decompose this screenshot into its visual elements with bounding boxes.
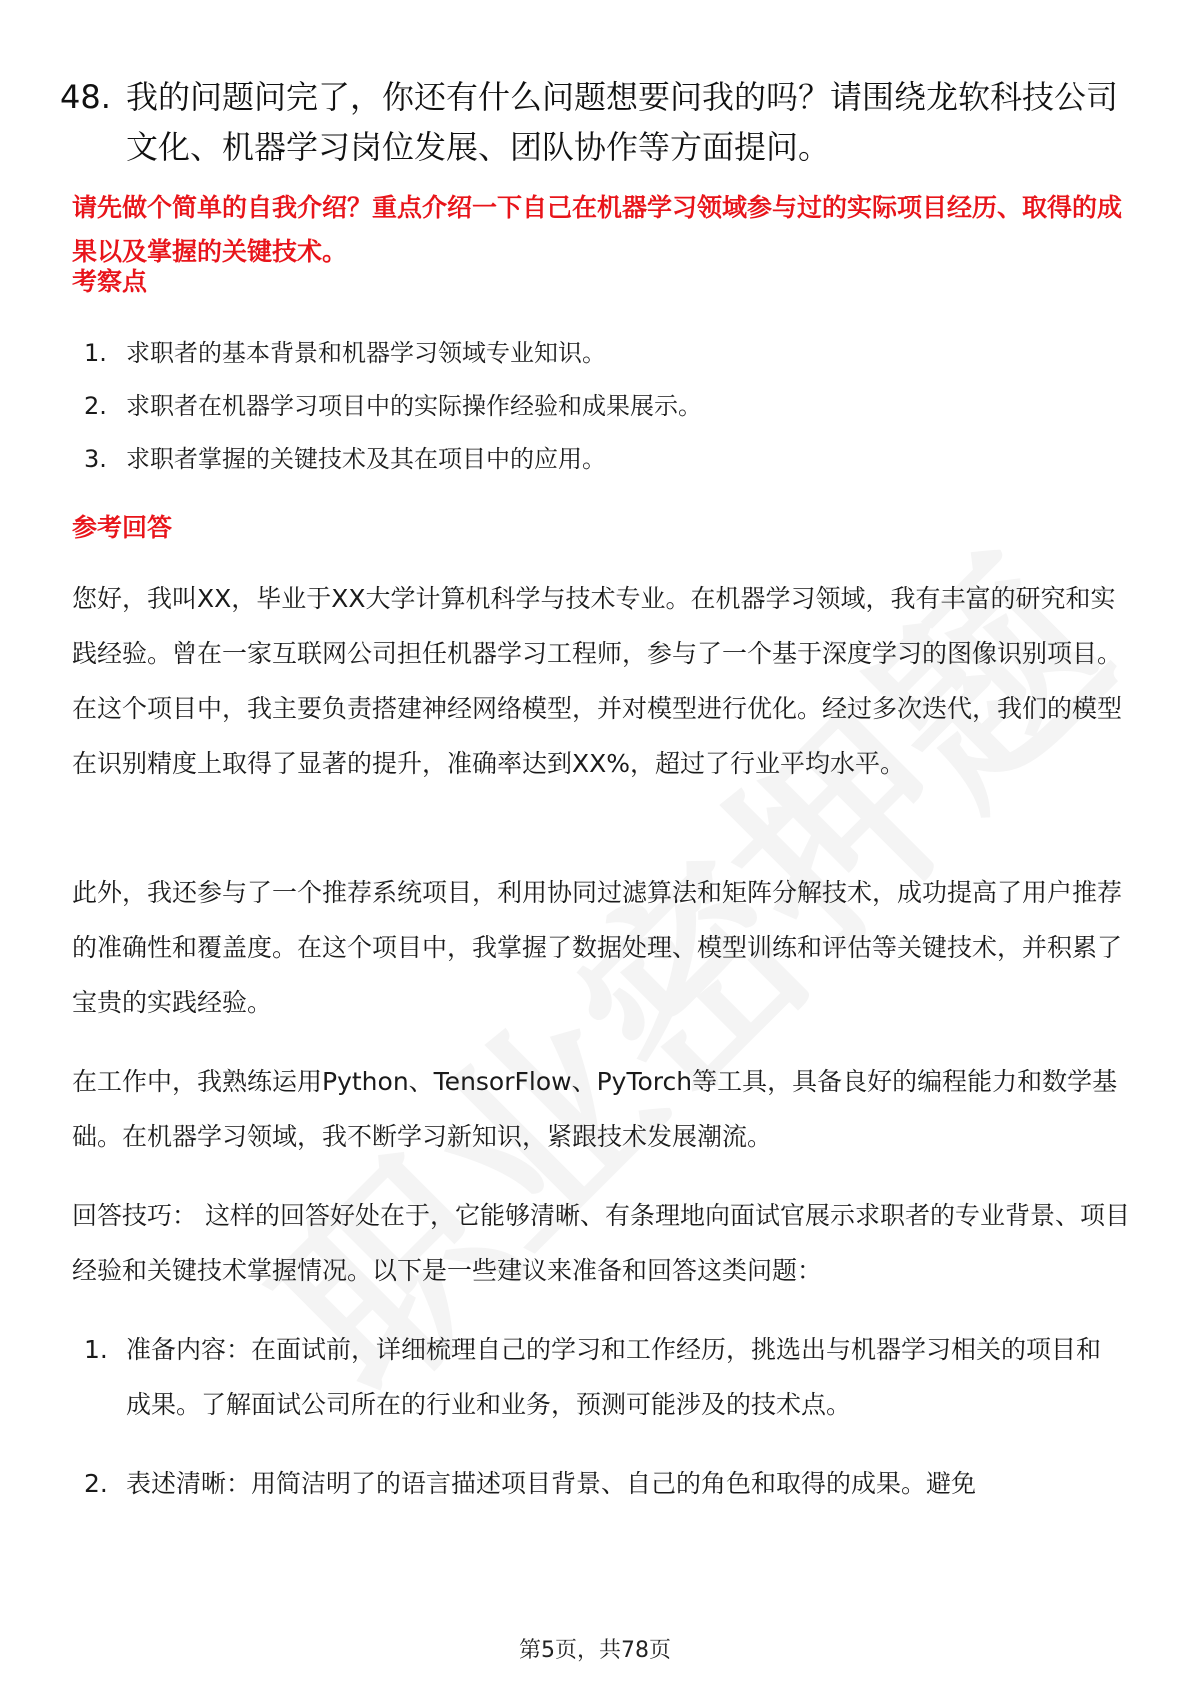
list-item-text: 求职者的基本背景和机器学习领域专业知识。 [126,339,606,367]
question-number: 48. [60,78,111,116]
reference-paragraph: 此外，我还参与了一个推荐系统项目，利用协同过滤算法和矩阵分解技术，成功提高了用户推荐的准确性和覆盖度。在这个项目中，我掌握了数据处理、模型训练和评估等关键技术，并积累了宝贵的实践经验。 [72,878,1123,1017]
list-item [84,1322,1124,1432]
reference-heading: 参考回答 [72,513,173,542]
list-item [84,389,1124,423]
list-item [84,1456,1124,1511]
list-item-number: 2. [84,392,107,420]
list-item-number: 2. [84,1469,108,1498]
list-item-number: 1. [84,339,107,367]
reference-paragraph: 在工作中，我熟练运用Python、TensorFlow、PyTorch等工具，具备良好的编程能力和数学基础。在机器学习领域，我不断学习新知识，紧跟技术发展潮流。 [72,1067,1118,1151]
page-footer: 第5页，共78页 [519,1638,671,1663]
list-item-text: 求职者在机器学习项目中的实际操作经验和成果展示。 [126,392,702,420]
list-item [84,442,1124,476]
list-item-number: 3. [84,445,107,473]
main-question: 请先做个简单的自我介绍？重点介绍一下自己在机器学习领域参与过的实际项目经历、取得的成果以及掌握的关键技术。 [72,193,1123,266]
tips-intro: 回答技巧： 这样的回答好处在于，它能够清晰、有条理地向面试官展示求职者的专业背景、项目经验和关键技术掌握情况。以下是一些建议来准备和回答这类问题： [72,1201,1130,1285]
reference-paragraph: 您好，我叫XX，毕业于XX大学计算机科学与技术专业。在机器学习领域，我有丰富的研究和实践经验。曾在一家互联网公司担任机器学习工程师，参与了一个基于深度学习的图像识别项目。在这个项目中，我主要负责搭建神经网络模型，并对模型进行优化。经过多次迭代，我们的模型在识别精度上取得了显著的提升，准确率达到XX%，超过了行业平均水平。 [72,584,1123,778]
list-item-number: 1. [84,1335,108,1364]
list-item [84,336,1124,370]
list-item-text: 表述清晰：用简洁明了的语言描述项目背景、自己的角色和取得的成果。避免 [126,1469,977,1498]
question-title [60,72,1130,172]
assessment-list [84,336,1124,476]
tips-list [84,1322,1124,1511]
list-item-text: 准备内容：在面试前，详细梳理自己的学习和工作经历，挑选出与机器学习相关的项目和成果。了解面试公司所在的行业和业务，预测可能涉及的技术点。 [126,1335,1102,1419]
assessment-heading: 考察点 [72,267,148,296]
question-text: 我的问题问完了，你还有什么问题想要问我的吗？请围绕龙软科技公司文化、机器学习岗位发展、团队协作等方面提问。 [126,78,1119,166]
list-item-text: 求职者掌握的关键技术及其在项目中的应用。 [126,445,606,473]
